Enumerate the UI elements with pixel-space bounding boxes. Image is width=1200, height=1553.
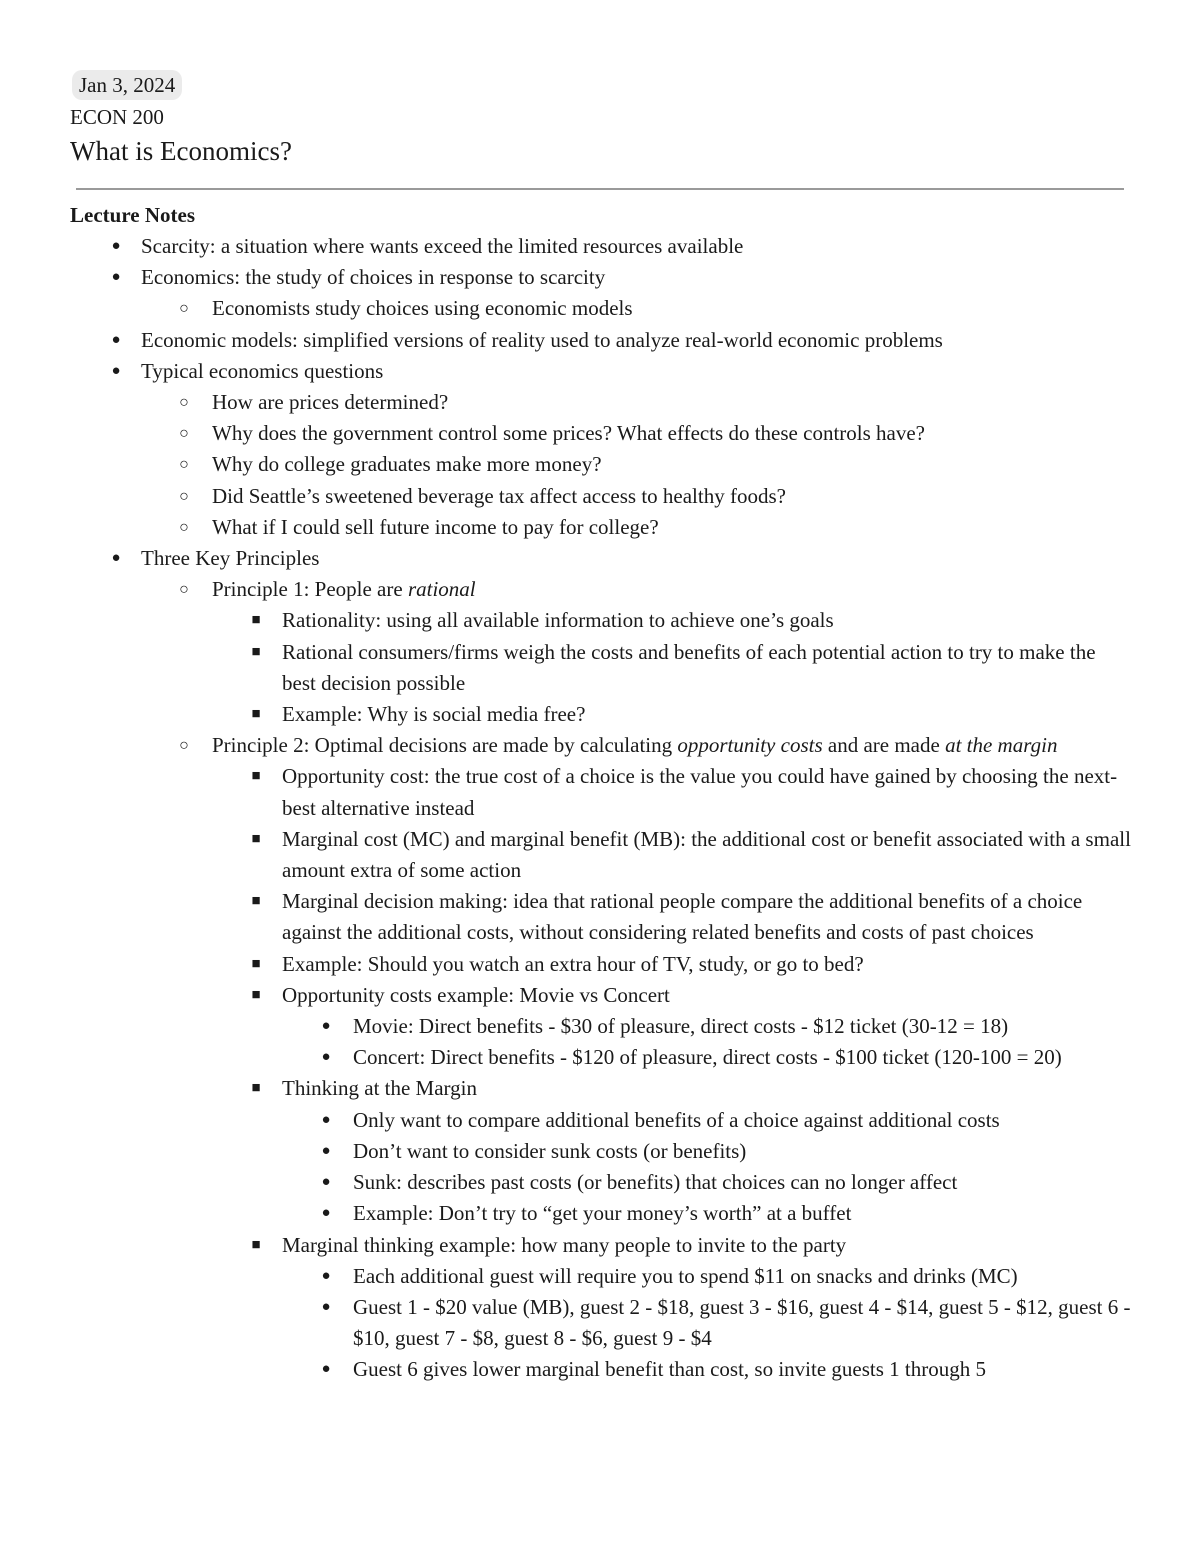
horizontal-divider (76, 188, 1124, 190)
list-item: ○ Economists study choices using economic models (70, 293, 1132, 324)
bullet-icon: ● (111, 269, 121, 286)
hollow-bullet-icon: ○ (179, 456, 189, 474)
bullet-icon: ● (321, 1361, 331, 1378)
list-item: ■ Example: Should you watch an extra hour of TV, study, or go to bed? (70, 949, 1132, 980)
list-item: ■ Rationality: using all available information to achieve one’s goals (70, 605, 1132, 636)
list-item: ● Example: Don’t try to “get your money’s worth” at a buffet (70, 1198, 1132, 1229)
list-item: ● Three Key Principles (70, 543, 1132, 574)
course-code: ECON 200 (70, 105, 164, 129)
list-item: ● Sunk: describes past costs (or benefits) that choices can no longer affect (70, 1167, 1132, 1198)
list-item: ○ Principle 2: Optimal decisions are made by calculating opportunity costs and are made at the margin (70, 730, 1132, 761)
square-bullet-icon: ■ (251, 643, 261, 660)
list-item: ○ Why does the government control some prices? What effects do these controls have? (70, 418, 1132, 449)
hollow-bullet-icon: ○ (179, 425, 189, 443)
list-item: ● Only want to compare additional benefits of a choice against additional costs (70, 1105, 1132, 1136)
page-title: What is Economics? (70, 136, 292, 166)
list-item: ● Economics: the study of choices in response to scarcity (70, 262, 1132, 293)
square-bullet-icon: ■ (251, 830, 261, 847)
hollow-bullet-icon: ○ (179, 518, 189, 536)
bullet-icon: ● (321, 1111, 331, 1128)
bullet-icon: ● (321, 1205, 331, 1222)
square-bullet-icon: ■ (251, 986, 261, 1003)
bullet-icon: ● (111, 550, 121, 567)
list-item: ● Each additional guest will require you to spend $11 on snacks and drinks (MC) (70, 1261, 1132, 1292)
hollow-bullet-icon: ○ (179, 581, 189, 599)
square-bullet-icon: ■ (251, 612, 261, 629)
list-item: ● Don’t want to consider sunk costs (or benefits) (70, 1136, 1132, 1167)
list-item: ○ Why do college graduates make more money? (70, 449, 1132, 480)
list-item: ■ Opportunity cost: the true cost of a choice is the value you could have gained by choosing the next-best alternative instead (70, 761, 1132, 823)
list-item: ■ Marginal cost (MC) and marginal benefit (MB): the additional cost or benefit associated with a small amount extra of some action (70, 824, 1132, 886)
square-bullet-icon: ■ (251, 1236, 261, 1253)
list-item: ○ What if I could sell future income to pay for college? (70, 512, 1132, 543)
list-item: ● Concert: Direct benefits - $120 of pleasure, direct costs - $100 ticket (120-100 = 20) (70, 1042, 1132, 1073)
square-bullet-icon: ■ (251, 955, 261, 972)
list-item: ● Scarcity: a situation where wants exceed the limited resources available (70, 231, 1132, 262)
list-item: ○ How are prices determined? (70, 387, 1132, 418)
hollow-bullet-icon: ○ (179, 300, 189, 318)
list-item: ■ Marginal thinking example: how many people to invite to the party (70, 1230, 1132, 1261)
bullet-icon: ● (111, 238, 121, 254)
list-item: ■ Rational consumers/firms weigh the costs and benefits of each potential action to try to make the best decision possible (70, 637, 1132, 699)
date-chip[interactable]: Jan 3, 2024 (72, 70, 182, 100)
bullet-icon: ● (321, 1142, 331, 1159)
list-item: ■ Thinking at the Margin (70, 1073, 1132, 1104)
hollow-bullet-icon: ○ (179, 737, 189, 755)
square-bullet-icon: ■ (251, 1080, 261, 1097)
bullet-icon: ● (321, 1018, 331, 1035)
bullet-icon: ● (111, 362, 121, 379)
date-row (70, 70, 1132, 100)
square-bullet-icon: ■ (251, 706, 261, 723)
list-item: ● Typical economics questions (70, 356, 1132, 387)
bullet-icon: ● (321, 1049, 331, 1066)
bullet-icon: ● (321, 1267, 331, 1284)
square-bullet-icon: ■ (251, 768, 261, 785)
list-item: ■ Example: Why is social media free? (70, 699, 1132, 730)
list-item: ● Guest 6 gives lower marginal benefit than cost, so invite guests 1 through 5 (70, 1354, 1132, 1385)
list-item: ● Guest 1 - $20 value (MB), guest 2 - $18, guest 3 - $16, guest 4 - $14, guest 5 - $12, guest 6 - $10, guest 7 - $8, guest 8 - $6, guest 9 - $4 (70, 1292, 1132, 1354)
list-item: ■ Marginal decision making: idea that rational people compare the additional benefits of a choice against the additional costs, without considering related benefits and costs of past choices (70, 886, 1132, 948)
bullet-icon: ● (321, 1298, 331, 1315)
notes-list (70, 231, 1132, 1386)
list-item: ● Movie: Direct benefits - $30 of pleasure, direct costs - $12 ticket (30-12 = 18) (70, 1011, 1132, 1042)
hollow-bullet-icon: ○ (179, 394, 189, 412)
list-item: ● Economic models: simplified versions of reality used to analyze real-world economic problems (70, 325, 1132, 356)
list-item: ■ Opportunity costs example: Movie vs Concert (70, 980, 1132, 1011)
hollow-bullet-icon: ○ (179, 487, 189, 505)
list-item: ○ Principle 1: People are rational (70, 574, 1132, 605)
square-bullet-icon: ■ (251, 893, 261, 910)
bullet-icon: ● (111, 331, 121, 348)
list-item: ○ Did Seattle’s sweetened beverage tax affect access to healthy foods? (70, 481, 1132, 512)
section-heading: Lecture Notes (70, 203, 195, 227)
document-page (70, 70, 1132, 1386)
bullet-icon: ● (321, 1174, 331, 1191)
